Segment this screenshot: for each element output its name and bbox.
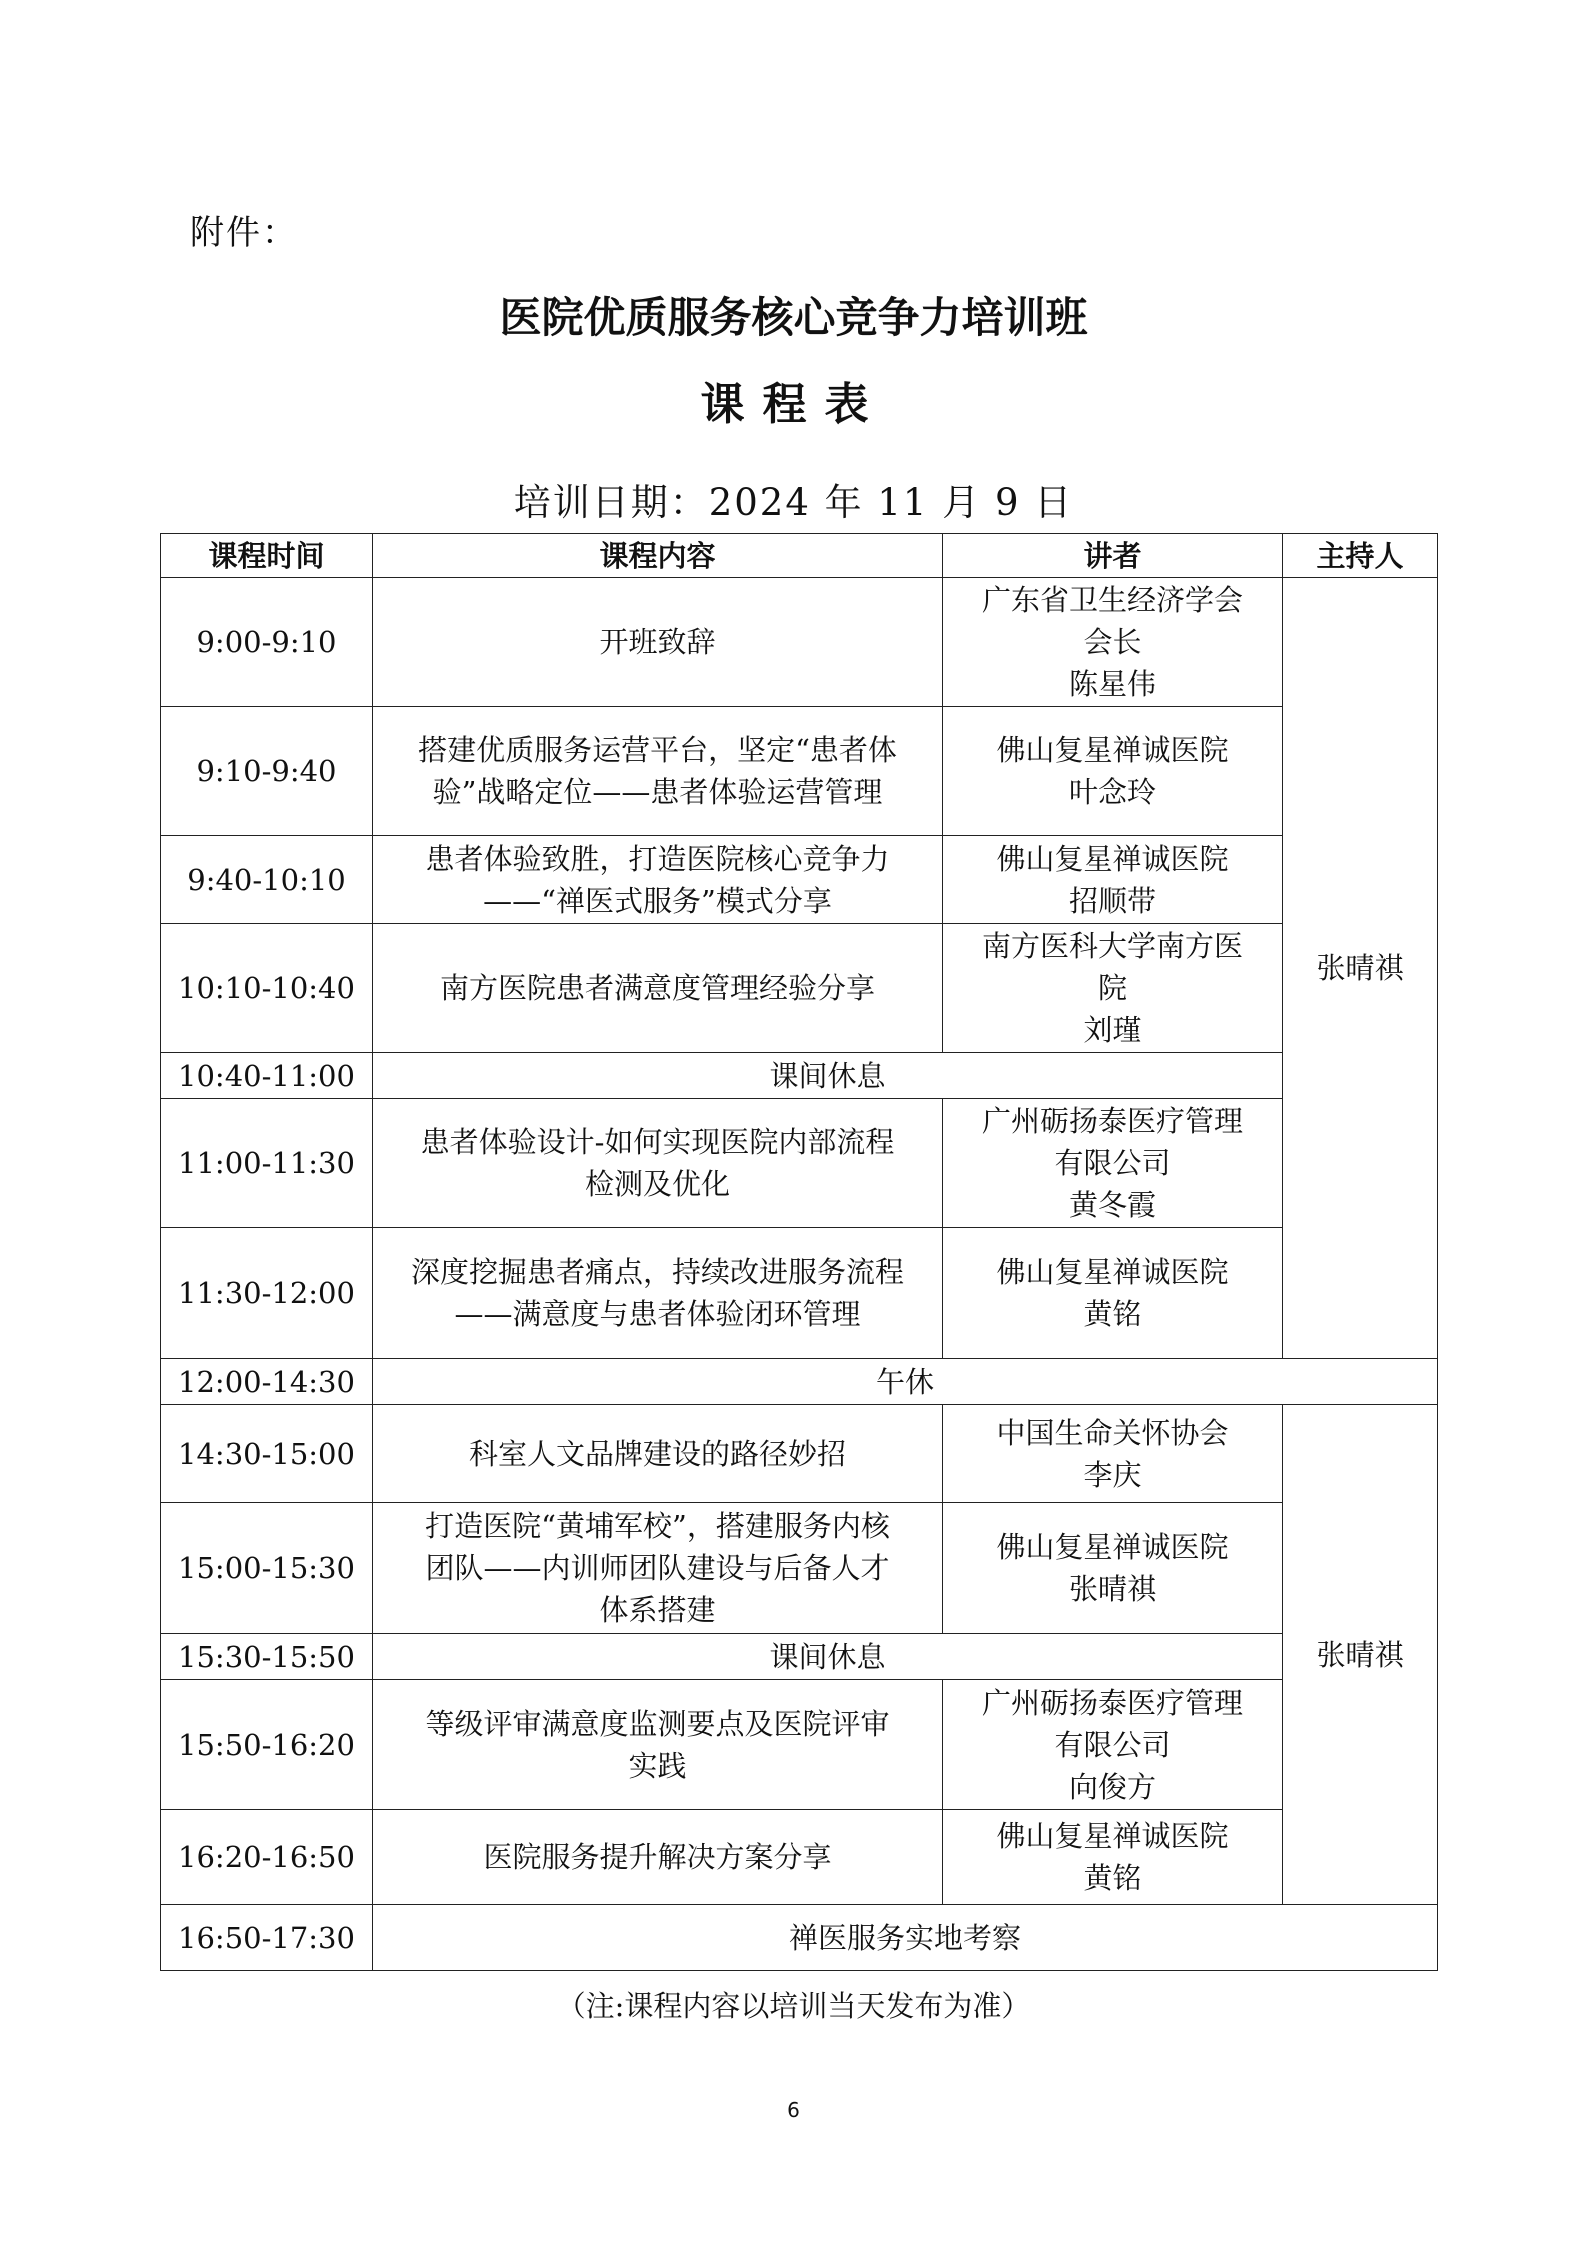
row-time: 9:10-9:40 — [161, 707, 373, 836]
break-cell: 午休 — [373, 1359, 1438, 1405]
speaker-line: 广州砺扬泰医疗管理 — [981, 1104, 1243, 1138]
content-line: ——“禅医式服务”模式分享 — [483, 883, 832, 918]
content-line: 患者体验致胜，打造医院核心竞争力 — [425, 841, 890, 876]
row-time: 16:50-17:30 — [161, 1905, 373, 1971]
row-content — [373, 1405, 943, 1503]
content-line: 等级评审满意度监测要点及医院评审 — [425, 1706, 890, 1741]
schedule-table — [160, 533, 1438, 1971]
break-cell: 课间休息 — [373, 1634, 1283, 1680]
table-row — [161, 1053, 1438, 1099]
speaker-line: 佛山复星禅诚医院 — [996, 1530, 1229, 1564]
speaker-line: 有限公司 — [1054, 1727, 1171, 1762]
content-line: 打造医院“黄埔军校”，搭建服务内核 — [425, 1509, 890, 1543]
row-time: 9:40-10:10 — [161, 836, 373, 924]
speaker-line: 黄铭 — [1083, 1297, 1142, 1331]
row-content — [373, 1680, 943, 1810]
table-row — [161, 1099, 1438, 1228]
table-row — [161, 1503, 1438, 1634]
row-content — [373, 578, 943, 707]
row-time: 11:30-12:00 — [161, 1228, 373, 1359]
speaker-line: 陈星伟 — [1068, 667, 1156, 701]
row-time: 10:10-10:40 — [161, 924, 373, 1053]
row-speaker — [943, 1680, 1283, 1810]
row-speaker — [943, 1228, 1283, 1359]
table-row — [161, 1405, 1438, 1503]
speaker-line: 向俊方 — [1068, 1769, 1156, 1804]
page-number: 6 — [787, 2098, 800, 2122]
speaker-line: 佛山复星禅诚医院 — [996, 1819, 1229, 1853]
speaker-line: 中国生命关怀协会 — [996, 1415, 1229, 1450]
speaker-line: 广东省卫生经济学会 — [981, 583, 1243, 617]
table-row — [161, 578, 1438, 707]
row-time: 15:00-15:30 — [161, 1503, 373, 1634]
row-time: 14:30-15:00 — [161, 1405, 373, 1503]
table-row — [161, 1228, 1438, 1359]
speaker-line: 佛山复星禅诚医院 — [996, 1255, 1229, 1289]
row-speaker — [943, 578, 1283, 707]
content-line: 团队——内训师团队建设与后备人才 — [425, 1551, 890, 1585]
content-line: ——满意度与患者体验闭环管理 — [454, 1297, 861, 1331]
row-time: 12:00-14:30 — [161, 1359, 373, 1405]
row-content — [373, 707, 943, 836]
row-content — [373, 836, 943, 924]
speaker-line: 佛山复星禅诚医院 — [996, 733, 1229, 767]
header-time: 课程时间 — [161, 534, 373, 578]
row-speaker — [943, 707, 1283, 836]
speaker-line: 李庆 — [1083, 1457, 1142, 1492]
row-content — [373, 1228, 943, 1359]
row-time: 16:20-16:50 — [161, 1810, 373, 1905]
speaker-line: 广州砺扬泰医疗管理 — [981, 1685, 1243, 1720]
row-time: 15:50-16:20 — [161, 1680, 373, 1810]
row-content — [373, 924, 943, 1053]
table-row — [161, 1634, 1438, 1680]
training-date: 培训日期：2024 年 11 月 9 日 — [513, 481, 1074, 524]
row-speaker — [943, 1405, 1283, 1503]
content-line: 验”战略定位——患者体验运营管理 — [432, 775, 883, 809]
speaker-line: 佛山复星禅诚医院 — [996, 841, 1229, 876]
row-speaker — [943, 1503, 1283, 1634]
row-time: 9:00-9:10 — [161, 578, 373, 707]
speaker-line: 张晴祺 — [1068, 1572, 1156, 1606]
row-speaker — [943, 1810, 1283, 1905]
table-row — [161, 1810, 1438, 1905]
content-line: 科室人文品牌建设的路径妙招 — [468, 1436, 846, 1471]
content-line: 实践 — [628, 1748, 687, 1783]
footnote: （注:课程内容以培训当天发布为准） — [556, 1989, 1031, 2023]
row-speaker — [943, 924, 1283, 1053]
host-cell-afternoon: 张晴祺 — [1283, 1405, 1438, 1905]
speaker-line: 黄铭 — [1083, 1861, 1142, 1895]
header-speaker: 讲者 — [943, 534, 1283, 578]
table-row — [161, 924, 1438, 1053]
table-row — [161, 1359, 1438, 1405]
document-title: 医院优质服务核心竞争力培训班 — [499, 293, 1088, 342]
content-line: 体系搭建 — [599, 1593, 716, 1627]
speaker-line: 有限公司 — [1054, 1146, 1171, 1180]
table-row — [161, 1680, 1438, 1810]
table-row — [161, 1905, 1438, 1971]
row-speaker — [943, 1099, 1283, 1228]
content-line: 深度挖掘患者痛点，持续改进服务流程 — [410, 1255, 904, 1289]
content-line: 医院服务提升解决方案分享 — [483, 1840, 832, 1874]
speaker-line: 叶念玲 — [1068, 775, 1156, 809]
row-content — [373, 1810, 943, 1905]
speaker-line: 会长 — [1083, 625, 1142, 659]
speaker-line: 刘瑾 — [1083, 1013, 1142, 1047]
table-row — [161, 836, 1438, 924]
document-subtitle: 课程表 — [700, 379, 887, 430]
speaker-line: 南方医科大学南方医 — [981, 929, 1243, 963]
row-content — [373, 1503, 943, 1634]
table-header-row — [161, 534, 1438, 578]
row-time: 11:00-11:30 — [161, 1099, 373, 1228]
table-row — [161, 707, 1438, 836]
break-cell: 禅医服务实地考察 — [373, 1905, 1438, 1971]
row-time: 10:40-11:00 — [161, 1053, 373, 1099]
attachment-label: 附件： — [190, 213, 298, 253]
content-line: 开班致辞 — [599, 625, 716, 659]
speaker-line: 招顺带 — [1068, 883, 1156, 918]
row-time: 15:30-15:50 — [161, 1634, 373, 1680]
break-cell: 课间休息 — [373, 1053, 1283, 1099]
content-line: 南方医院患者满意度管理经验分享 — [439, 971, 875, 1005]
content-line: 患者体验设计-如何实现医院内部流程 — [420, 1125, 895, 1159]
content-line: 搭建优质服务运营平台，坚定“患者体 — [418, 733, 897, 767]
header-content: 课程内容 — [373, 534, 943, 578]
speaker-line: 黄冬霞 — [1068, 1188, 1156, 1222]
content-line: 检测及优化 — [584, 1167, 730, 1201]
speaker-line: 院 — [1097, 971, 1127, 1005]
row-speaker — [943, 836, 1283, 924]
header-host: 主持人 — [1283, 534, 1438, 578]
host-cell-morning: 张晴祺 — [1283, 578, 1438, 1359]
row-content — [373, 1099, 943, 1228]
